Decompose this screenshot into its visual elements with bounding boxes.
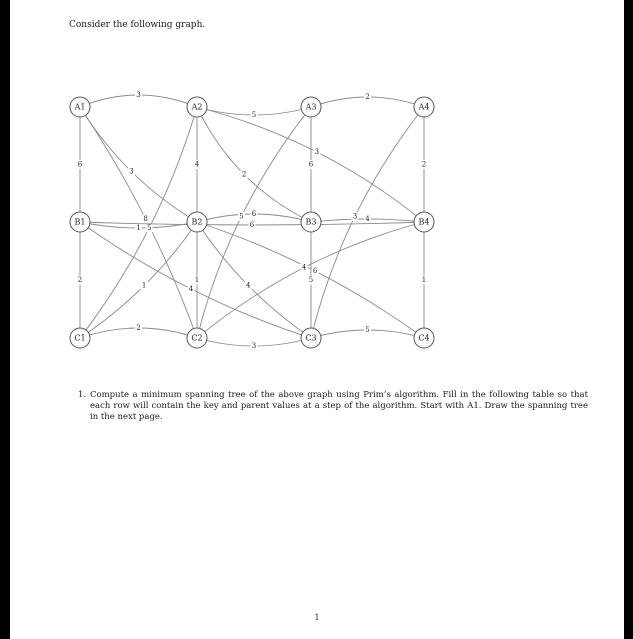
edge-a1-b1 (77, 107, 84, 222)
edge-a2-b2 (194, 107, 201, 222)
question-1 (78, 390, 588, 423)
node-b3 (301, 212, 321, 232)
node-b1 (70, 212, 90, 232)
edge-weight-label: 1 (141, 281, 147, 290)
node-c1 (70, 328, 90, 348)
edge-weight-label: 4 (194, 160, 200, 169)
node-label: C3 (305, 333, 317, 343)
edge-weight-label: 2 (77, 276, 83, 284)
edge-weight-label: 3 (352, 212, 358, 221)
node-label: B4 (418, 217, 430, 227)
edge-weight-label: 3 (136, 91, 141, 99)
edge-weight-label: 3 (314, 148, 320, 157)
edge-weight-label: 6 (312, 267, 318, 276)
node-label: A3 (305, 102, 317, 112)
node-c4 (414, 328, 434, 348)
edge-weight-label: 2 (421, 160, 427, 169)
edge-b3-c3 (308, 222, 315, 338)
edge-b2-c1 (77, 222, 200, 338)
edge-a3-a4 (311, 93, 424, 108)
edge-a3-b3 (308, 107, 315, 222)
node-b4 (414, 212, 434, 232)
edge-weight-label: 2 (241, 170, 247, 179)
edge-b2-c2 (194, 222, 201, 338)
edge-weight-label: 5 (239, 212, 244, 221)
intro-text: Consider the following graph. (69, 20, 206, 30)
node-label: B3 (305, 217, 317, 227)
node-label: A4 (418, 102, 430, 112)
edge-weight-label: 6 (308, 160, 314, 169)
node-label: A1 (74, 102, 86, 112)
edge-weight-label: 5 (251, 111, 257, 119)
edge-weight-label: 5 (365, 326, 370, 334)
edge-weight-label: 3 (251, 342, 257, 350)
edge-weight-label: 4 (246, 281, 251, 290)
edge-b4-c4 (421, 222, 428, 338)
edge-weight-label: 5 (308, 276, 314, 284)
node-c3 (301, 328, 321, 348)
edge-line (77, 222, 200, 338)
node-label: C1 (74, 333, 86, 343)
node-a1 (70, 97, 90, 117)
edge-c2-c3 (197, 338, 311, 351)
edge-weight-label: 1 (194, 276, 200, 284)
edge-weight-label: 2 (136, 324, 141, 332)
page-number: 1 (314, 613, 320, 622)
edge-weight-label: 1 (421, 276, 427, 284)
node-a2 (187, 97, 207, 117)
edge-weight-label: 6 (251, 210, 257, 218)
document-page (10, 0, 624, 639)
edge-c3-c4 (311, 326, 424, 339)
node-label: A2 (191, 102, 203, 112)
edge-weight-label: 4 (188, 284, 194, 293)
edge-weight-label: 1 (136, 224, 141, 232)
node-b2 (187, 212, 207, 232)
edge-a2-a3 (197, 107, 311, 120)
edge-a4-b4 (421, 107, 428, 222)
edge-weight-label: 8 (143, 214, 148, 223)
edge-weight-label: 4 (365, 215, 370, 223)
edge-weight-label: 4 (301, 263, 307, 272)
node-label: B1 (74, 217, 86, 227)
node-a4 (414, 97, 434, 117)
node-label: B2 (191, 217, 203, 227)
question-number: 1. (78, 390, 87, 400)
node-label: C4 (418, 333, 430, 343)
edge-weight-label: 3 (129, 167, 134, 176)
edge-b1-c1 (77, 222, 84, 338)
graph-diagram (10, 0, 624, 380)
edge-weight-label: 5 (146, 223, 152, 232)
edge-a1-a2 (80, 91, 197, 108)
edge-weight-label: 6 (77, 160, 83, 169)
edge-weight-label: 6 (249, 221, 255, 229)
node-a3 (301, 97, 321, 117)
question-text: Compute a minimum spanning tree of the above graph using Prim’s algorithm. Fill in the following table so that each row will contain the key and parent values at a step of the algorithm. Start with A1. Draw the spanning tree in the next page. (90, 390, 588, 422)
edge-weight-label: 2 (365, 93, 370, 101)
edge-layer (74, 91, 428, 351)
node-label: C2 (191, 333, 203, 343)
node-c2 (187, 328, 207, 348)
